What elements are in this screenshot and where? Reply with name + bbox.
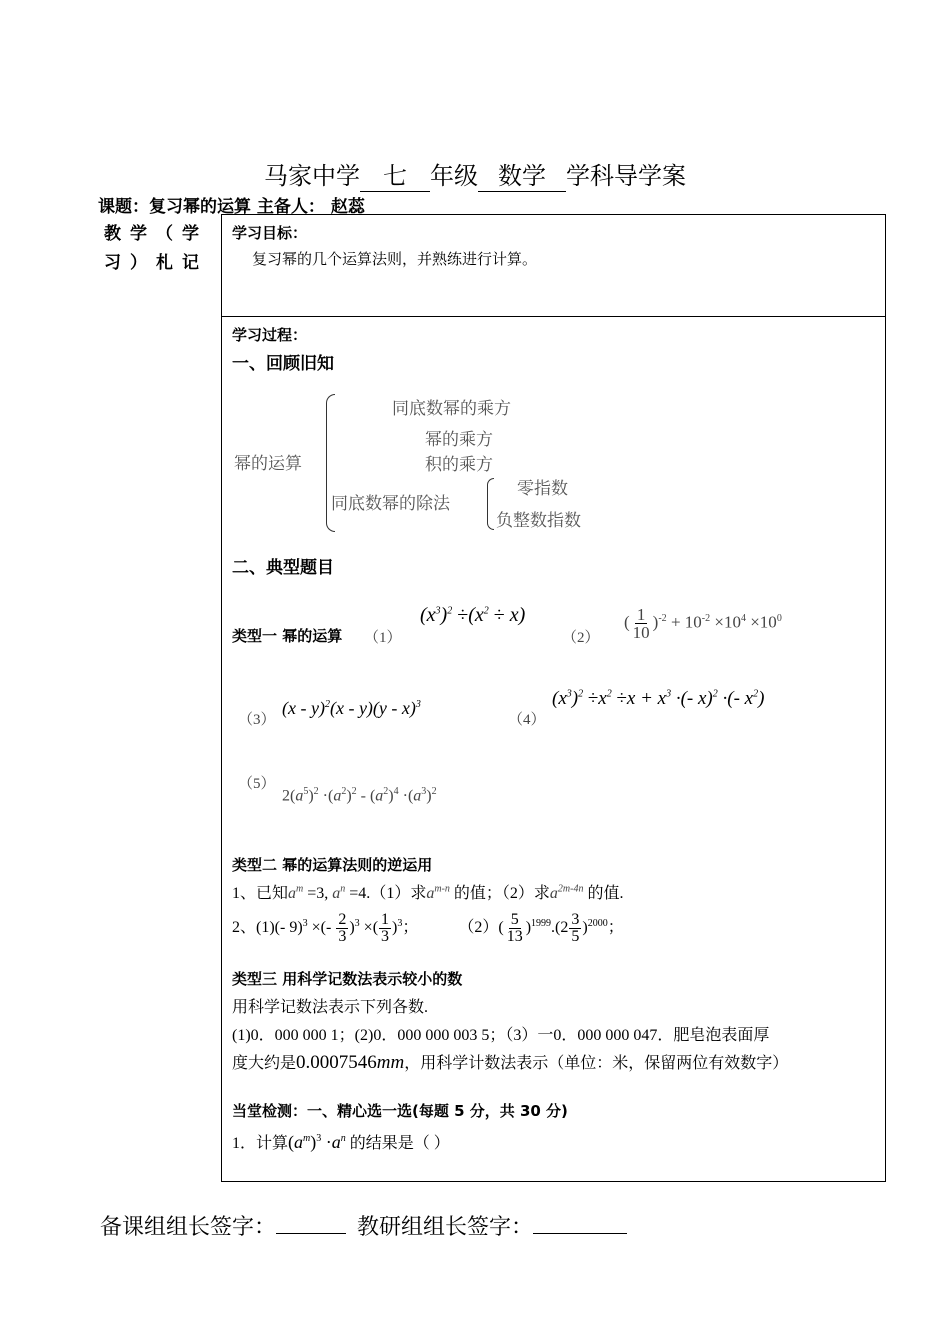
prep-group-leader-blank[interactable] [276,1213,346,1234]
type2-q1-part2: 的值；（2）求 [453,885,550,902]
notes-label-line2: 习）札记 [104,253,208,273]
type1-q4-expression: $(x^3)^2 \div x^2 \div x + x^3$ ·(- x)$^2$ ·(- $x^2$) [552,688,765,709]
type3-line2-lead: 度大约是 [232,1055,297,1072]
notes-label-line1: 教学（学 [104,224,208,244]
tree-item-same-base-divide: 同底数幂的除法 [331,494,450,513]
tree-item-power-of-power: 幂的乘方 [425,430,493,449]
type1-q4-number: （4） [508,712,546,728]
type1-q1-number: （1） [364,630,402,646]
type3-line2-tail: ，用科学计数法表示（单位：米，保留两位有效数字） [404,1055,789,1072]
type1-q5-expression: $2(a^5)^2 \cdot(a^2)^2 - (a^2)^4 \cdot(a^3)^2$ [282,786,437,805]
process-heading: 学习过程： [232,326,308,344]
type2-q1: 1、已知$a^m =3$, $a^n =4.(1)$求$a^{m-n}$ 的值；（2）求$a^{2m-4n}$ 的值. [232,883,624,902]
subject-field: 数学 [478,156,566,192]
tree-item-same-base-multiply: 同底数幂的乘方 [392,399,511,418]
type2-q1-tail: 的值. [587,885,624,902]
grade-field: 七 [360,156,430,192]
type1-q3-number: （3） [238,712,276,728]
type2-q1-part1: （1）求 [370,885,427,902]
type2-q2-lead: 2、 [232,919,257,937]
type2-label: 类型二 幂的运算法则的逆运用 [232,856,433,874]
type2-q2-number2: （2） [458,919,499,937]
research-group-leader-label: 教研组组长签字： [357,1214,534,1239]
type1-q2-number: （2） [562,630,600,646]
tree-sub-zero-exponent: 零指数 [517,479,568,498]
section-typical: 二、典型题目 [232,558,334,578]
topic-line: 课题：复习幂的运算 主备人： 赵蕊 [98,197,365,217]
school-name: 马家中学 [264,162,360,190]
type1-label: 类型一 幂的运算 [232,627,343,645]
document-title [0,156,950,192]
type3-label: 类型三 用科学记数法表示较小的数 [232,970,463,988]
type3-instruction: 用科学记数法表示下列各数. [232,999,429,1016]
signature-line [100,1210,627,1241]
type2-q1-lead: 1、已知 [232,885,289,902]
type3-thickness-unit: mm [376,1052,405,1073]
type1-q5-number: （5） [238,776,276,792]
tree-sub-negative-exponent: 负整数指数 [496,511,581,530]
type1-q2-expression: ( $\frac{1}{10}$ )$^{-2} + 10^{-2} \times 10^4 \times 10^0$ [624,605,782,642]
type2-q2: 2、(1)(- 9)$^3$ ×(- $\frac{2}{3}$ )$^3$ ×( $\frac{1}{3}$ )$^3$； （2）( $\frac{5}{13}$ )$^{1999}$.(2 $\frac{3}{5}$ )$^{2000}$； [232,911,624,945]
check-q1-tail: 的结果是（ ） [349,1135,450,1152]
goal-heading: 学习目标： [232,224,308,242]
type3-line1: (1)0．000 000 1；(2)0．000 000 003 5；（3）一0．000 000 047．肥皂泡表面厚 [232,1027,770,1044]
research-group-leader-blank[interactable] [533,1213,627,1234]
type3-line2 [232,1050,788,1074]
goal-divider [221,316,886,317]
check-q1-lead: 1．计算 [232,1135,289,1152]
grade-suffix: 年级 [430,162,478,190]
type3-thickness-value: 0.0007546 [296,1052,377,1073]
check-heading: 当堂检测：一、精心选一选(每题 5 分，共 30 分) [232,1102,568,1120]
notes-label [104,220,216,278]
check-q1: 1．计算$(a^m)^3 \cdot a^n$ 的结果是（ ） [232,1132,450,1152]
doc-type: 学科导学案 [566,162,686,190]
type1-q3-expression: (x - y)$^2$(x - y)(y - x)$^3$ [282,698,421,718]
goal-text: 复习幂的几个运算法则，并熟练进行计算。 [252,252,538,268]
section-review: 一、回顾旧知 [232,354,334,374]
prep-group-leader-label: 备课组组长签字： [100,1214,277,1239]
tree-item-power-of-product: 积的乘方 [425,455,493,474]
sub-brace [487,478,494,530]
type1-q1-expression: $(x^3)^2 \div(x^2 \div x)$ [420,604,526,626]
tree-root: 幂的运算 [234,454,302,473]
